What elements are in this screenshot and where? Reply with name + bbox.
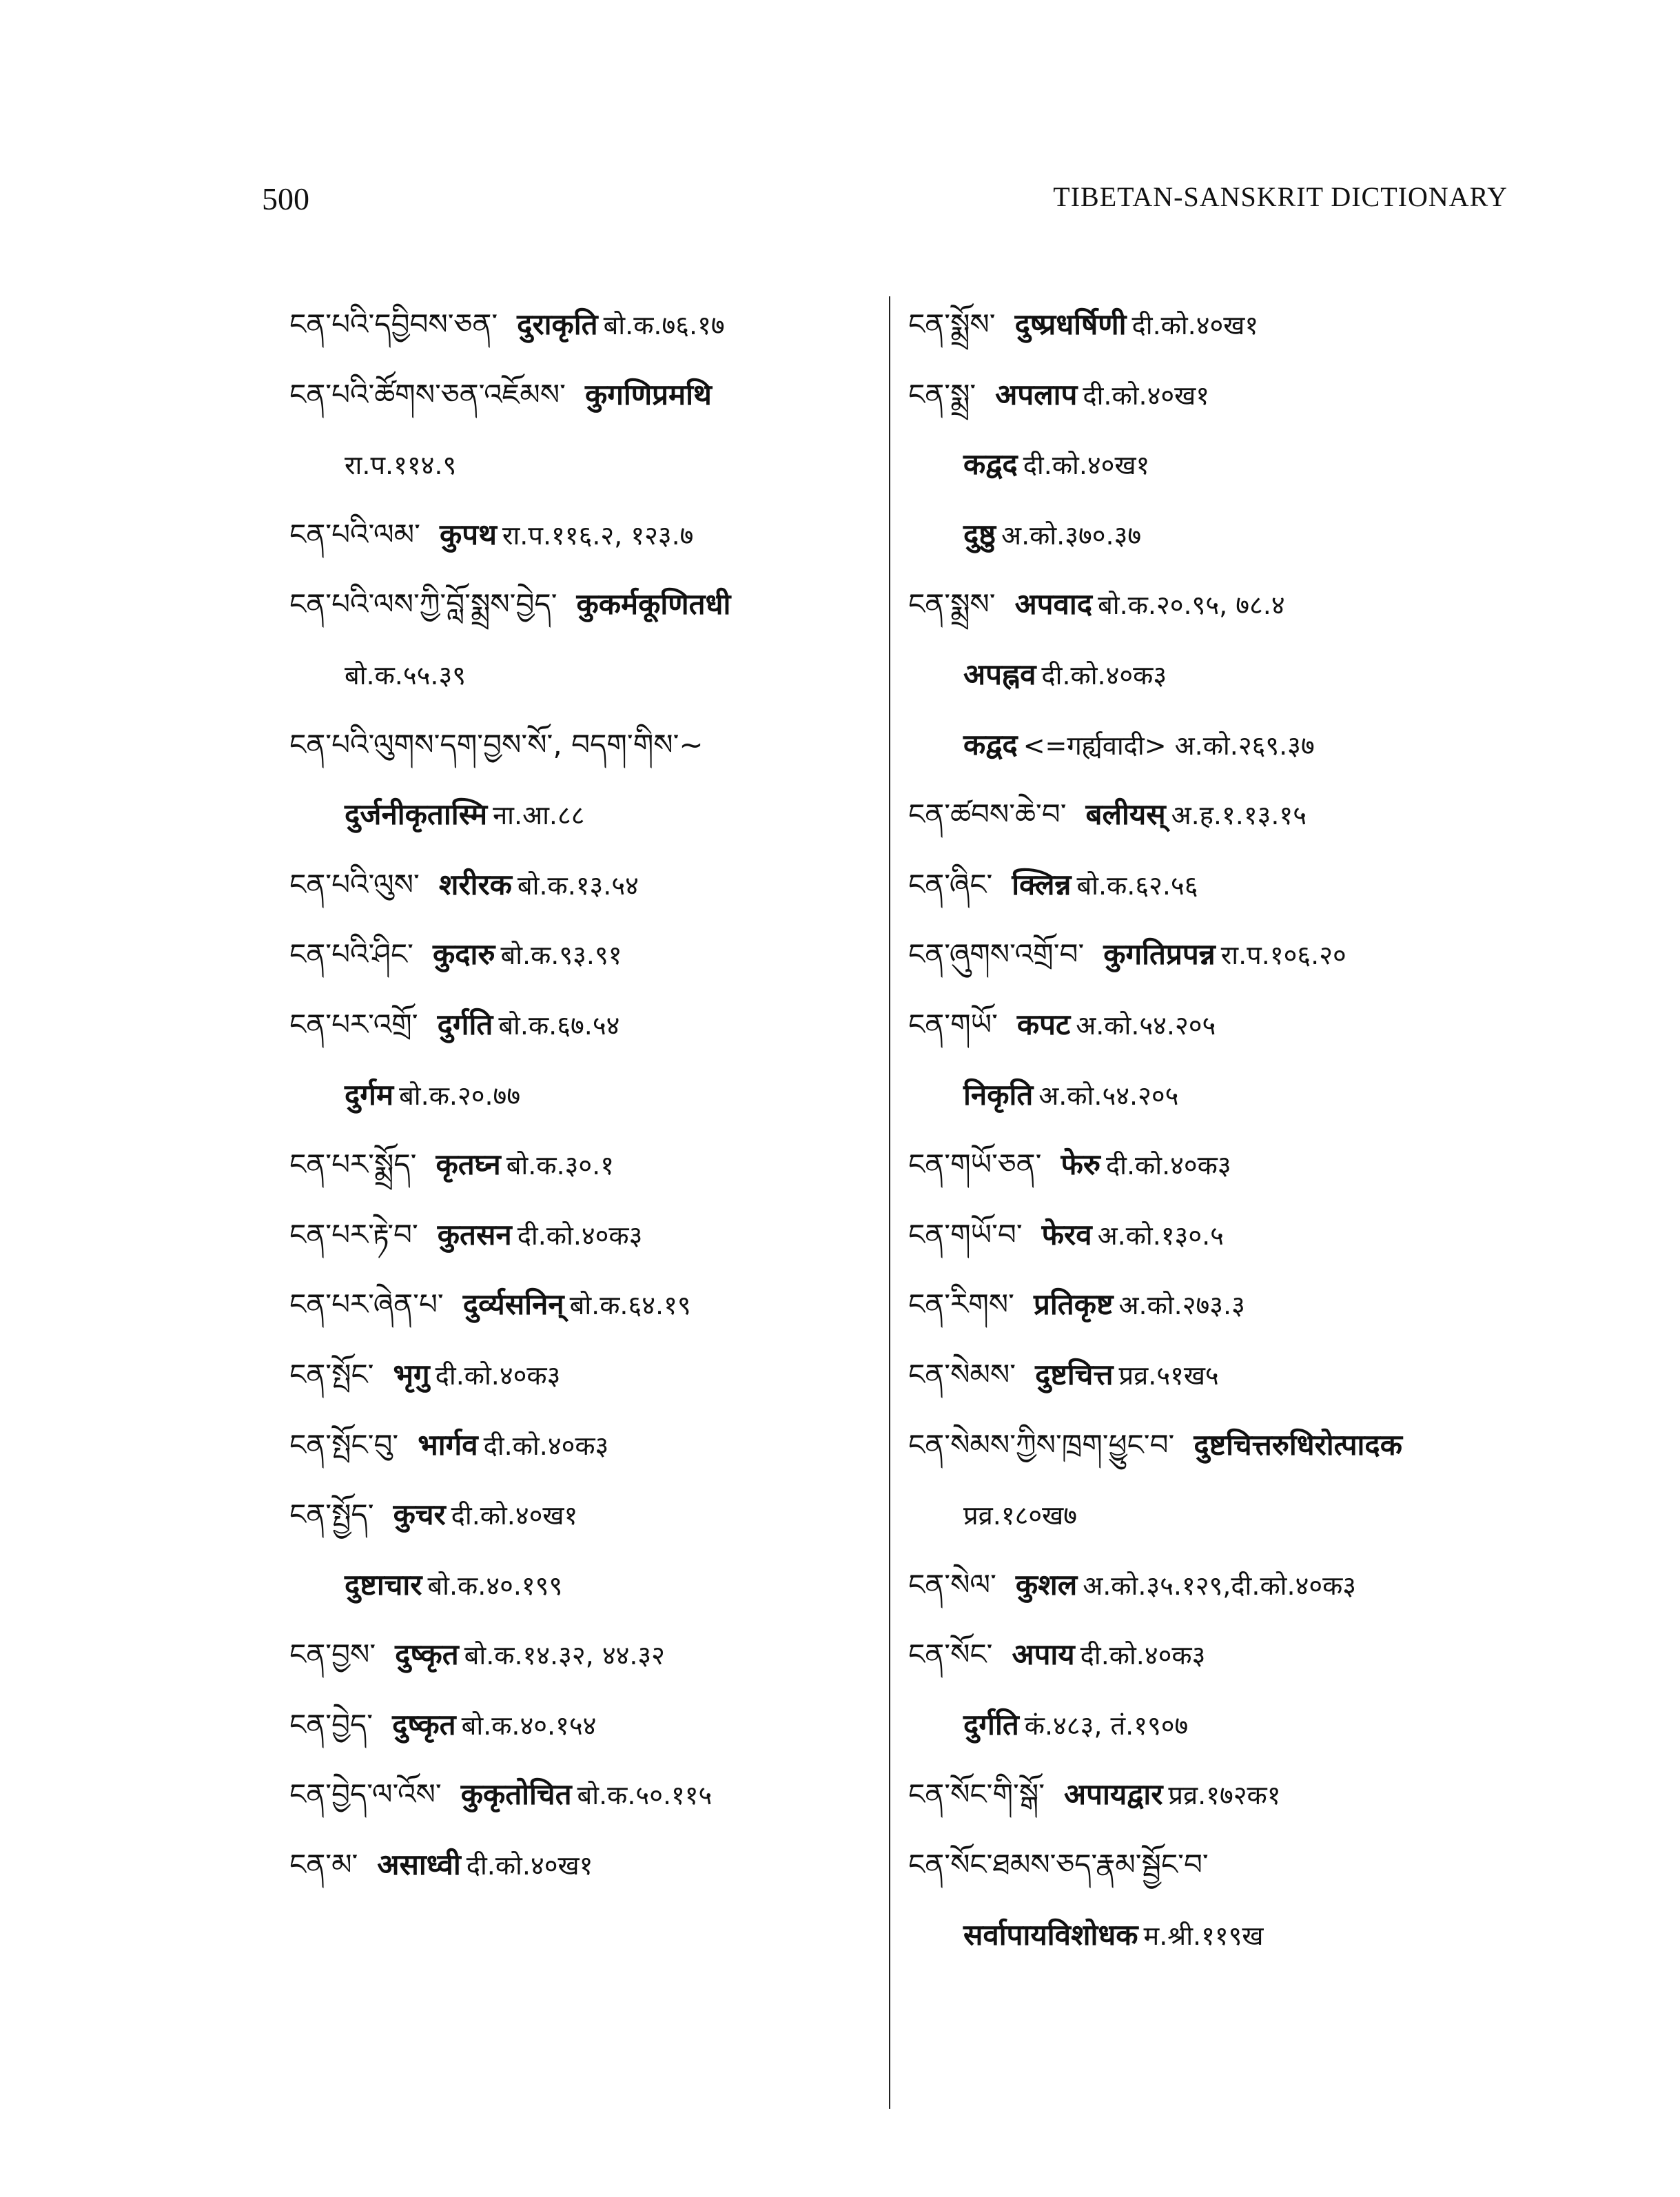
- sanskrit-equivalent: दुराकृति: [517, 307, 598, 341]
- source-reference: अ.को.३७०.३७: [1001, 520, 1142, 551]
- entry-line: [908, 500, 1528, 570]
- entry-line: [908, 1759, 1528, 1830]
- entry-line: [289, 1269, 868, 1340]
- tibetan-headword: ངན་པར་རྟེ་བ་: [289, 1217, 418, 1251]
- source-reference: दी.को.४०ख१: [1023, 450, 1150, 481]
- running-head: TIBETAN-SANSKRIT DICTIONARY: [1053, 181, 1508, 212]
- entry-line: [289, 1410, 868, 1480]
- tibetan-headword: ངན་སྤྱོད་: [289, 1498, 374, 1532]
- entry-line: [908, 640, 1528, 710]
- source-reference: दी.को.४०क३: [517, 1220, 643, 1251]
- sanskrit-equivalent: कपट: [1016, 1007, 1071, 1041]
- tibetan-headword: ངན་པའི་ཤིང་: [289, 937, 413, 972]
- source-reference: प्रव्र.१७२क१: [1168, 1780, 1281, 1811]
- source-reference: बो.क.१३.५४: [517, 870, 639, 901]
- sanskrit-equivalent: कुचर: [393, 1498, 446, 1532]
- source-reference: बो.क.२०.७७: [399, 1080, 521, 1111]
- tibetan-headword: ངན་པར་འགྲོ་: [289, 1007, 418, 1041]
- sanskrit-equivalent: कुशल: [1015, 1567, 1078, 1602]
- sanskrit-equivalent: दुर्गम: [345, 1077, 394, 1112]
- entry-line: [908, 1060, 1528, 1130]
- sanskrit-equivalent: अपलाप: [995, 377, 1078, 411]
- sanskrit-equivalent: कुपथ: [439, 517, 497, 551]
- entry-line: [289, 569, 868, 640]
- sanskrit-equivalent: क्लिन्न: [1012, 867, 1072, 901]
- entry-line: [908, 429, 1528, 500]
- sanskrit-equivalent: अपवाद: [1014, 587, 1093, 622]
- sanskrit-equivalent: दुर्जनीकृतास्मि: [345, 797, 488, 832]
- entry-line: [289, 1200, 868, 1270]
- sanskrit-equivalent: फेरु: [1061, 1147, 1100, 1182]
- tibetan-headword: ངན་བྱས་: [289, 1637, 376, 1672]
- source-reference: कं.४८३, तं.१९०७: [1024, 1710, 1189, 1741]
- entry-line: [289, 779, 868, 850]
- entry-line: [908, 1130, 1528, 1200]
- sanskrit-equivalent: दुष्प्रधर्षिणी: [1014, 307, 1127, 341]
- tibetan-headword: ངན་ཞིང་: [908, 867, 993, 901]
- entry-line: [289, 1550, 868, 1620]
- source-reference: <=गर्ह्यवादी> अ.को.२६९.३७: [1023, 730, 1315, 761]
- source-reference: अ.ह.१.१३.१५: [1171, 800, 1307, 831]
- sanskrit-equivalent: दुष्टचित्तरुधिरोत्पादक: [1194, 1427, 1402, 1462]
- sanskrit-equivalent: कुतसन: [437, 1217, 512, 1251]
- source-reference: दी.को.४०ख१: [1083, 380, 1209, 411]
- sanskrit-equivalent: दुर्गति: [437, 1007, 493, 1041]
- sanskrit-equivalent: कद्वद: [963, 447, 1018, 482]
- entry-line: [908, 289, 1528, 360]
- sanskrit-equivalent: बलीयस्: [1085, 797, 1166, 832]
- sanskrit-equivalent: कुकर्मकूणितधी: [576, 587, 731, 622]
- entry-line: [289, 1690, 868, 1760]
- sanskrit-equivalent: प्रतिकृष्ट: [1033, 1287, 1114, 1322]
- entry-line: [289, 1130, 868, 1200]
- source-reference: रा.प.१०६.२०: [1220, 940, 1346, 971]
- source-reference: ना.आ.८८: [493, 800, 585, 831]
- source-reference: अ.को.१३०.५: [1097, 1220, 1224, 1251]
- sanskrit-equivalent: कुगणिप्रमथि: [584, 377, 712, 411]
- source-reference: बो.क.३०.१: [506, 1150, 614, 1181]
- entry-line: [289, 990, 868, 1060]
- source-reference: बो.क.६४.१९: [569, 1290, 691, 1321]
- tibetan-headword: ངན་རིགས་: [908, 1287, 1014, 1322]
- entry-line: [908, 569, 1528, 640]
- source-reference: बो.क.४०.१५४: [461, 1710, 597, 1741]
- tibetan-headword: ངན་གཡོ་: [908, 1007, 998, 1041]
- sanskrit-equivalent: फेरव: [1041, 1217, 1092, 1251]
- source-reference: बो.क.७६.१७: [603, 310, 725, 340]
- tibetan-headword: ངན་གཡོ་བ་: [908, 1217, 1023, 1251]
- sanskrit-equivalent: अपाय: [1012, 1637, 1075, 1672]
- sanskrit-equivalent: असाध्वी: [377, 1848, 461, 1882]
- tibetan-headword: ངན་མ་: [289, 1848, 358, 1882]
- tibetan-headword: ངན་སོང་གི་སྒོ་: [908, 1777, 1045, 1812]
- entry-line: [908, 779, 1528, 850]
- entry-line: [289, 640, 868, 710]
- tibetan-headword: ངན་པའི་ཚོགས་ཅན་འཇོམས་: [289, 377, 566, 411]
- entry-line: [908, 1340, 1528, 1410]
- entry-line: [908, 1200, 1528, 1270]
- sanskrit-equivalent: कुगतिप्रपन्न: [1103, 937, 1216, 972]
- source-reference: बो.क.५५.३९: [345, 660, 467, 691]
- tibetan-headword: ངན་སེམས་ཀྱིས་ཁྲག་ཕྱུང་བ་: [908, 1427, 1175, 1462]
- source-reference: दी.को.४०क३: [1080, 1640, 1206, 1671]
- source-reference: दी.को.४०ख१: [466, 1850, 593, 1881]
- sanskrit-equivalent: सर्वापायविशोधक: [963, 1917, 1138, 1952]
- tibetan-headword: ངན་པའི་ལུས་: [289, 867, 420, 901]
- sanskrit-equivalent: दुष्टाचार: [345, 1567, 422, 1602]
- entry-line: [289, 1619, 868, 1690]
- entry-line: [908, 1410, 1528, 1480]
- tibetan-headword: ངན་སེམས་: [908, 1357, 1016, 1391]
- tibetan-headword: ངན་པའི་ལུགས་དག་བྱས་སོ་, བདག་གིས་~: [289, 727, 704, 762]
- source-reference: प्रव्र.१८०ख७: [963, 1500, 1077, 1531]
- source-reference: अ.को.५४.२०५: [1038, 1080, 1179, 1111]
- sanskrit-equivalent: दुष्ठु: [963, 517, 996, 551]
- entry-line: [908, 1619, 1528, 1690]
- entry-line: [289, 1830, 868, 1900]
- sanskrit-equivalent: शरीरक: [438, 867, 512, 901]
- tibetan-headword: ངན་པའི་ལམ་: [289, 517, 420, 551]
- sanskrit-equivalent: कुदारु: [432, 937, 495, 972]
- left-column: [289, 289, 868, 1900]
- tibetan-headword: ངན་གཡོ་ཅན་: [908, 1147, 1042, 1182]
- entry-line: [908, 1900, 1528, 1970]
- tibetan-headword: ངན་བྱེད་: [289, 1707, 373, 1741]
- entry-line: [289, 850, 868, 920]
- sanskrit-equivalent: भृगु: [393, 1357, 430, 1391]
- entry-line: [289, 710, 868, 780]
- source-reference: अ.को.३५.१२९,दी.को.४०क३: [1083, 1570, 1357, 1601]
- source-reference: बो.क.९३.९१: [500, 940, 622, 971]
- source-reference: म.श्री.११९ख: [1143, 1920, 1264, 1951]
- source-reference: बो.क.२०.९५, ७८.४: [1098, 590, 1285, 621]
- tibetan-headword: ངན་པའི་དབྱིབས་ཅན་: [289, 307, 498, 341]
- entry-line: [289, 360, 868, 430]
- source-reference: दी.को.४०क३: [435, 1360, 561, 1391]
- tibetan-headword: ངན་སྨྲ་: [908, 377, 976, 411]
- entry-line: [908, 919, 1528, 990]
- entry-line: [289, 1060, 868, 1130]
- entry-line: [908, 1480, 1528, 1550]
- tibetan-headword: ངན་པར་ཞེན་པ་: [289, 1287, 444, 1322]
- tibetan-headword: ངན་སོང་ཐམས་ཅད་རྣམ་སྦྱོང་བ་: [908, 1848, 1209, 1882]
- entry-line: [908, 1830, 1528, 1900]
- sanskrit-equivalent: दुष्टचित्त: [1035, 1357, 1114, 1391]
- source-reference: अ.को.२७३.३: [1118, 1290, 1245, 1321]
- source-reference: बो.क.४०.१९९: [427, 1570, 563, 1601]
- source-reference: बो.क.१४.३२, ४४.३२: [464, 1640, 665, 1671]
- source-reference: बो.क.६२.५६: [1076, 870, 1198, 901]
- sanskrit-equivalent: अपायद्वार: [1064, 1777, 1163, 1812]
- source-reference: रा.प.११४.९: [345, 450, 457, 481]
- entry-line: [908, 850, 1528, 920]
- tibetan-headword: ངན་སྤོང་བུ་: [289, 1427, 399, 1462]
- source-reference: रा.प.११६.२, १२३.७: [502, 520, 694, 551]
- column-divider: [889, 296, 890, 2109]
- sanskrit-equivalent: भार्गव: [418, 1427, 478, 1462]
- entry-line: [908, 1269, 1528, 1340]
- sanskrit-equivalent: दुर्गति: [963, 1707, 1019, 1741]
- entry-line: [289, 289, 868, 360]
- sanskrit-equivalent: दुर्व्यसनिन्: [462, 1287, 564, 1322]
- sanskrit-equivalent: दुष्कृत: [395, 1637, 459, 1672]
- sanskrit-equivalent: अपह्नव: [963, 657, 1036, 691]
- tibetan-headword: ངན་བྱེད་ལ་འོས་: [289, 1777, 442, 1812]
- sanskrit-equivalent: कृतघ्न: [436, 1147, 501, 1182]
- sanskrit-equivalent: कुकृतोचित: [460, 1777, 572, 1812]
- sanskrit-equivalent: कद्वद: [963, 727, 1018, 762]
- tibetan-headword: ངན་པར་སྨྲོད་: [289, 1147, 417, 1182]
- tibetan-headword: ངན་སོང་: [908, 1637, 993, 1672]
- tibetan-headword: ངན་པའི་ལས་ཀྱི་བློ་སྨྲས་བྱེད་: [289, 587, 557, 622]
- source-reference: बो.क.५०.११५: [577, 1780, 713, 1811]
- source-reference: दी.को.४०क३: [483, 1430, 609, 1461]
- source-reference: दी.को.४०ख१: [1131, 310, 1259, 340]
- source-reference: दी.को.४०क३: [1041, 660, 1167, 691]
- tibetan-headword: ངན་སྨྲས་: [908, 587, 996, 622]
- entry-line: [289, 429, 868, 500]
- entry-line: [908, 1550, 1528, 1620]
- page-number: 500: [262, 181, 309, 216]
- tibetan-headword: ངན་ཚབས་ཆེ་བ་: [908, 797, 1067, 832]
- entry-line: [289, 919, 868, 990]
- source-reference: प्रव्र.५१ख५: [1118, 1360, 1219, 1391]
- entry-line: [289, 500, 868, 570]
- source-reference: दी.को.४०ख१: [451, 1500, 578, 1531]
- entry-line: [289, 1480, 868, 1550]
- source-reference: दी.को.४०क३: [1105, 1150, 1231, 1181]
- sanskrit-equivalent: निकृति: [963, 1077, 1034, 1112]
- tibetan-headword: ངན་སྨྲོས་: [908, 307, 996, 341]
- source-reference: अ.को.५४.२०५: [1076, 1010, 1216, 1041]
- entry-line: [289, 1759, 868, 1830]
- tibetan-headword: ངན་སྤོང་: [289, 1357, 374, 1391]
- tibetan-headword: ངན་སེལ་: [908, 1567, 996, 1602]
- tibetan-headword: ངན་ཞུགས་འགྲོ་བ་: [908, 937, 1085, 972]
- source-reference: बो.क.६७.५४: [498, 1010, 620, 1041]
- sanskrit-equivalent: दुष्कृत: [392, 1707, 456, 1741]
- entry-line: [908, 360, 1528, 430]
- entry-line: [908, 710, 1528, 780]
- entry-line: [908, 1690, 1528, 1760]
- entry-line: [908, 990, 1528, 1060]
- entry-line: [289, 1340, 868, 1410]
- right-column: [908, 289, 1528, 1970]
